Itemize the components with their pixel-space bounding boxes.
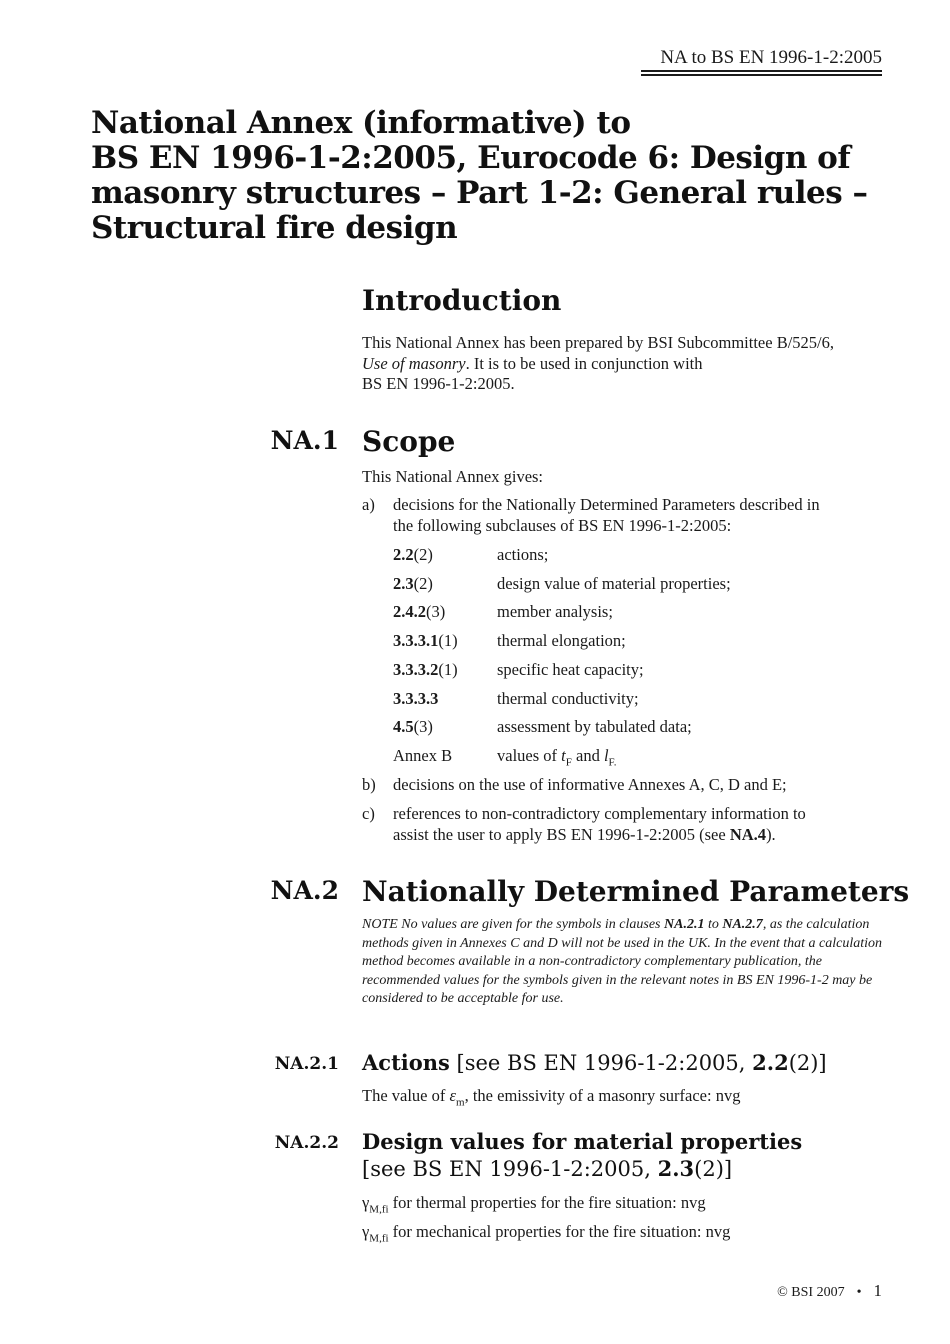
item-c-line-2 — [393, 825, 893, 846]
title-line: BS EN 1996-1-2:2005, Eurocode 6: Design of — [91, 140, 851, 176]
header-rule-top — [641, 70, 882, 72]
item-a-label: a) — [362, 495, 375, 514]
annex-b-label: Annex B — [393, 746, 453, 765]
clause-num-bold: 3.3.3.1 — [393, 631, 439, 650]
item-a-line-2: the following subclauses of BS EN 1996-1-2:2005: — [393, 515, 732, 535]
scope-heading: Scope — [362, 425, 456, 458]
header-rule-bottom — [641, 74, 882, 76]
page-footer — [777, 1281, 882, 1301]
gamma-symbol: γ — [362, 1193, 370, 1212]
clause-description: thermal conductivity; — [497, 689, 639, 708]
ref-text: [see BS EN 1996-1-2:2005, — [449, 1051, 753, 1075]
clause-para: (1) — [438, 631, 458, 650]
intro-line-3: BS EN 1996-1-2:2005. — [362, 374, 515, 393]
symbol-l-subscript: F. — [608, 756, 617, 769]
scope-lead: This National Annex gives: — [362, 467, 544, 486]
annex-b-text-mid: and — [571, 746, 604, 765]
actions-title: Actions — [362, 1050, 450, 1075]
section-number-na1: NA.1 — [270, 426, 339, 455]
ref-clause: 2.3 — [657, 1156, 695, 1181]
epsilon-subscript: m — [456, 1096, 465, 1109]
symbol-t-subscript: F — [565, 756, 572, 769]
ref-text: [see BS EN 1996-1-2:2005, — [362, 1157, 658, 1181]
copyright: © BSI 2007 — [777, 1285, 845, 1300]
item-b-text: decisions on the use of informative Annexes A, C, D and E; — [393, 775, 787, 794]
clause-number — [393, 689, 438, 709]
clause-num-bold: 3.3.3.2 — [393, 660, 439, 679]
material-properties-ref — [362, 1155, 732, 1183]
material-properties-heading — [362, 1128, 802, 1156]
clause-num-bold: 3.3.3.3 — [393, 689, 439, 708]
clause-num-bold: 2.4.2 — [393, 602, 426, 621]
clause-number — [393, 602, 445, 622]
item-a-line-1: decisions for the Nationally Determined Parameters described in — [393, 495, 820, 514]
document-reference: NA to BS EN 1996-1-2:2005 — [660, 47, 882, 68]
emissivity-pre: The value of — [362, 1086, 450, 1105]
clause-num-bold: 4.5 — [393, 717, 414, 736]
clause-number — [393, 717, 433, 737]
epsilon-symbol: ε — [449, 1086, 457, 1105]
ref-text: (2)] — [694, 1157, 733, 1181]
item-c-text — [393, 804, 893, 845]
introduction-text — [362, 333, 892, 395]
note-ref: NA.2.1 — [664, 917, 705, 932]
title-line: National Annex (informative) to — [91, 105, 631, 141]
gamma-symbol: γ — [362, 1222, 370, 1241]
material-properties-title: Design values for material properties — [362, 1129, 803, 1154]
symbol-t: t — [561, 746, 566, 765]
mechanical-factor-text: for mechanical properties for the fire situation: nvg — [388, 1222, 731, 1241]
emissivity-post: , the emissivity of a masonry surface: nvg — [464, 1086, 741, 1105]
introduction-heading: Introduction — [362, 284, 562, 317]
annex-b-description — [497, 746, 617, 768]
ref-clause: 2.2 — [752, 1050, 789, 1075]
item-c-line-2-pre: assist the user to apply BS EN 1996-1-2:2005 (see — [393, 824, 730, 844]
bullet-separator: • — [856, 1285, 862, 1300]
gamma-subscript: M,fi — [369, 1232, 389, 1245]
intro-line-2-rest: . It is to be used in conjunction with — [465, 353, 703, 373]
subsection-number-na22: NA.2.2 — [274, 1133, 339, 1153]
note-text: , as the calculation methods given in Annexes C and D will not be used in the UK. In the event that a calculation method becomes available in a non-contradictory complementary publication, the recommended values for the symbols given in the relevant notes in BS EN 1996-1-2 may be considered to be acceptable for use. — [362, 917, 882, 1006]
annex-b-text: values of — [497, 746, 562, 765]
clause-description: specific heat capacity; — [497, 660, 644, 679]
clause-description: design value of material properties; — [497, 574, 731, 593]
symbol-l: l — [603, 746, 609, 765]
clause-number — [393, 631, 458, 651]
item-b-label: b) — [362, 775, 376, 794]
item-c-label: c) — [362, 804, 375, 823]
clause-description: actions; — [497, 545, 549, 564]
title-line: Structural fire design — [91, 210, 458, 246]
emissivity-text — [362, 1086, 892, 1113]
note-text: to — [704, 917, 723, 932]
clause-para: (2) — [413, 574, 433, 593]
item-c-line-1: references to non-contradictory complementary information to — [393, 804, 806, 823]
clause-para: (3) — [413, 717, 433, 736]
clause-num-bold: 2.3 — [393, 574, 414, 593]
intro-line-1: This National Annex has been prepared by BSI Subcommittee B/525/6, — [362, 333, 834, 352]
clause-description: assessment by tabulated data; — [497, 717, 692, 736]
ref-text: (2)] — [788, 1051, 827, 1075]
section-number-na2: NA.2 — [270, 876, 339, 905]
mechanical-property-factor — [362, 1222, 730, 1244]
intro-line-2 — [362, 354, 892, 375]
clause-number — [393, 574, 433, 594]
item-c-line-2-post: ). — [766, 824, 776, 844]
note-text: NOTE No values are given for the symbols in clauses — [362, 917, 665, 932]
item-a-text — [393, 495, 893, 536]
ndp-note — [362, 916, 892, 1009]
clause-para: (3) — [426, 602, 446, 621]
cross-reference: NA.4 — [729, 824, 767, 844]
note-ref: NA.2.7 — [722, 917, 763, 932]
clause-para: (2) — [413, 545, 433, 564]
clause-para: (1) — [438, 660, 458, 679]
page-number: 1 — [873, 1281, 882, 1300]
gamma-subscript: M,fi — [369, 1203, 389, 1216]
subsection-number-na21: NA.2.1 — [274, 1054, 339, 1074]
title-line: masonry structures – Part 1-2: General rules – — [91, 175, 868, 211]
document-title — [91, 106, 891, 246]
thermal-factor-text: for thermal properties for the fire situation: nvg — [388, 1193, 706, 1212]
committee-name: Use of masonry — [362, 353, 466, 373]
clause-num-bold: 2.2 — [393, 545, 414, 564]
ndp-heading: Nationally Determined Parameters — [362, 875, 910, 908]
actions-heading — [362, 1049, 827, 1077]
thermal-property-factor — [362, 1193, 706, 1215]
clause-number — [393, 660, 458, 680]
clause-number — [393, 545, 433, 565]
clause-description: member analysis; — [497, 602, 613, 621]
clause-description: thermal elongation; — [497, 631, 626, 650]
